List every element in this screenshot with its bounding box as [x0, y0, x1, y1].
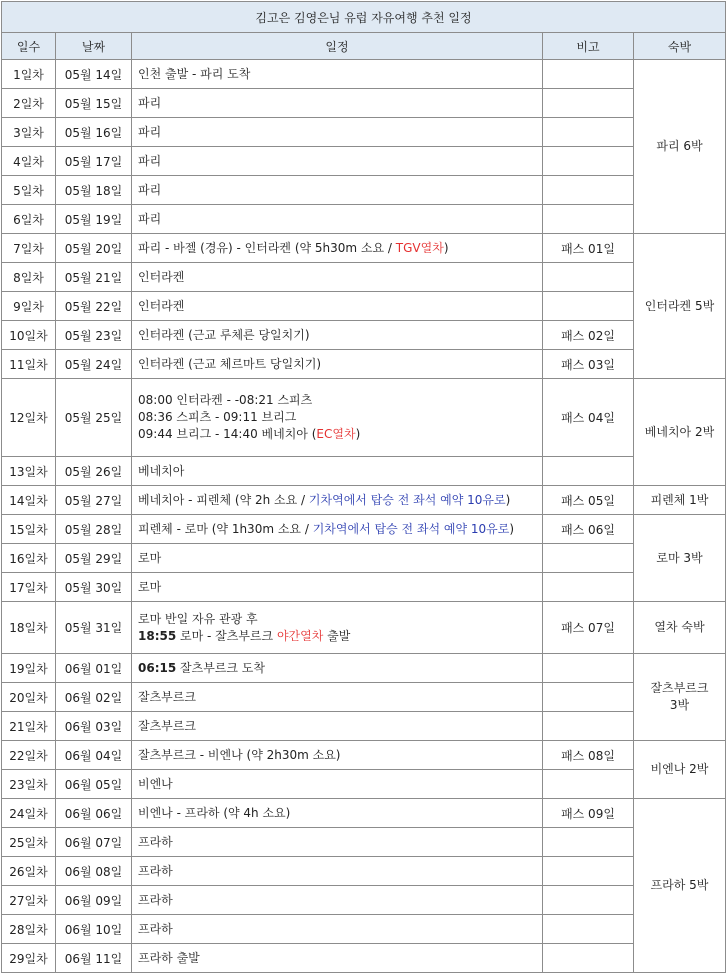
- note-cell: 패스 02일: [543, 321, 634, 350]
- header-schedule: 일정: [132, 33, 543, 60]
- schedule-text: 비엔나 - 프라하 (약 4h 소요): [138, 805, 291, 820]
- schedule-cell: [132, 712, 543, 741]
- stay-text: 로마 3박: [656, 550, 703, 565]
- note-cell: [543, 89, 634, 118]
- schedule-text: ): [355, 427, 361, 441]
- table-row: [2, 350, 726, 379]
- schedule-text: 프라하: [138, 834, 173, 849]
- schedule-text: 잘츠부르크: [138, 689, 196, 704]
- note-cell: [543, 147, 634, 176]
- stay-text: 비엔나 2박: [650, 762, 709, 776]
- schedule-text: 프라하 출발: [138, 950, 200, 965]
- schedule-line: [138, 463, 536, 480]
- schedule-line: [138, 95, 536, 112]
- note-cell: [543, 828, 634, 857]
- itinerary-body: [2, 60, 726, 973]
- schedule-line: [138, 747, 536, 764]
- date-cell: 05월 20일: [56, 234, 132, 263]
- schedule-cell: [132, 544, 543, 573]
- date-cell: 05월 23일: [56, 321, 132, 350]
- schedule-cell: [132, 654, 543, 683]
- schedule-text: 파리: [138, 124, 162, 139]
- schedule-text: 로마: [138, 579, 162, 594]
- schedule-line: [138, 327, 536, 344]
- date-cell: 06월 05일: [56, 770, 132, 799]
- day-cell: 16일차: [2, 544, 56, 573]
- table-row: [2, 176, 726, 205]
- day-cell: 27일차: [2, 886, 56, 915]
- note-cell: 패스 01일: [543, 234, 634, 263]
- table-row: [2, 379, 726, 457]
- day-cell: 23일차: [2, 770, 56, 799]
- day-cell: 2일차: [2, 89, 56, 118]
- schedule-text: 로마: [138, 550, 162, 565]
- day-cell: 9일차: [2, 292, 56, 321]
- date-cell: 06월 01일: [56, 654, 132, 683]
- schedule-cell: [132, 263, 543, 292]
- date-cell: 05월 31일: [56, 602, 132, 654]
- schedule-line: [138, 718, 536, 735]
- table-row: [2, 654, 726, 683]
- date-cell: 06월 10일: [56, 915, 132, 944]
- schedule-cell: [132, 147, 543, 176]
- schedule-line: [138, 550, 536, 567]
- note-cell: [543, 770, 634, 799]
- table-row: [2, 712, 726, 741]
- schedule-text: 파리: [138, 153, 162, 168]
- date-cell: 05월 15일: [56, 89, 132, 118]
- schedule-line: [138, 950, 536, 967]
- schedule-line: [138, 153, 536, 170]
- note-cell: 패스 08일: [543, 741, 634, 770]
- table-row: [2, 573, 726, 602]
- day-cell: 5일차: [2, 176, 56, 205]
- schedule-text: 파리: [138, 95, 162, 110]
- date-cell: 05월 18일: [56, 176, 132, 205]
- schedule-cell: [132, 770, 543, 799]
- table-row: [2, 60, 726, 89]
- date-cell: 05월 17일: [56, 147, 132, 176]
- stay-cell: [634, 741, 726, 799]
- day-cell: 22일차: [2, 741, 56, 770]
- day-cell: 14일차: [2, 486, 56, 515]
- header-stay: 숙박: [634, 33, 726, 60]
- schedule-line: [138, 863, 536, 880]
- note-cell: 패스 04일: [543, 379, 634, 457]
- header-date: 날짜: [56, 33, 132, 60]
- note-cell: [543, 886, 634, 915]
- note-cell: [543, 857, 634, 886]
- header-row: [2, 33, 726, 60]
- note-cell: 패스 06일: [543, 515, 634, 544]
- schedule-line: [138, 66, 536, 83]
- note-cell: [543, 573, 634, 602]
- day-cell: 6일차: [2, 205, 56, 234]
- schedule-line: [138, 834, 536, 851]
- stay-text: 3박: [669, 698, 690, 712]
- day-cell: 29일차: [2, 944, 56, 973]
- day-cell: 28일차: [2, 915, 56, 944]
- schedule-text: 파리 - 바젤 (경유) - 인터라켄 (약 5h30m 소요 /: [138, 240, 396, 255]
- schedule-cell: [132, 573, 543, 602]
- schedule-text: 로마 - 잘츠부르크: [176, 628, 277, 643]
- stay-cell: [634, 486, 726, 515]
- note-cell: [543, 457, 634, 486]
- schedule-text: 로마 반일 자유 관광 후: [138, 611, 258, 626]
- date-cell: 06월 08일: [56, 857, 132, 886]
- itinerary-table: [1, 1, 726, 973]
- day-cell: 18일차: [2, 602, 56, 654]
- schedule-line: [138, 409, 536, 426]
- schedule-cell: [132, 292, 543, 321]
- day-cell: 20일차: [2, 683, 56, 712]
- schedule-cell: [132, 89, 543, 118]
- schedule-line: [138, 660, 536, 677]
- day-cell: 12일차: [2, 379, 56, 457]
- schedule-text: 프라하: [138, 863, 173, 878]
- stay-cell: [634, 515, 726, 602]
- stay-cell: [634, 379, 726, 486]
- table-row: [2, 799, 726, 828]
- date-cell: 05월 24일: [56, 350, 132, 379]
- day-cell: 1일차: [2, 60, 56, 89]
- schedule-text: 잘츠부르크 - 비엔나 (약 2h30m 소요): [138, 747, 341, 762]
- train-type-text: TGV열차: [395, 240, 444, 255]
- day-cell: 3일차: [2, 118, 56, 147]
- schedule-line: [138, 521, 536, 538]
- stay-cell: [634, 654, 726, 741]
- note-cell: [543, 915, 634, 944]
- schedule-line: [138, 426, 536, 443]
- day-cell: 19일차: [2, 654, 56, 683]
- note-cell: [543, 263, 634, 292]
- day-cell: 25일차: [2, 828, 56, 857]
- train-type-text: EC열차: [316, 427, 356, 441]
- date-cell: 05월 22일: [56, 292, 132, 321]
- table-row: [2, 857, 726, 886]
- stay-text: 열차 숙박: [654, 620, 705, 634]
- schedule-cell: [132, 379, 543, 457]
- note-cell: [543, 292, 634, 321]
- table-row: [2, 515, 726, 544]
- schedule-text: 06:15: [138, 660, 177, 675]
- date-cell: 06월 06일: [56, 799, 132, 828]
- schedule-cell: [132, 741, 543, 770]
- table-row: [2, 886, 726, 915]
- schedule-line: [138, 689, 536, 706]
- stay-cell: [634, 60, 726, 234]
- schedule-text: 인천 출발 - 파리 도착: [138, 66, 251, 81]
- schedule-cell: [132, 799, 543, 828]
- schedule-text: 09:44 브리그 - 14:40 베네치아 (: [138, 427, 317, 441]
- date-cell: 06월 07일: [56, 828, 132, 857]
- date-cell: 06월 09일: [56, 886, 132, 915]
- note-cell: [543, 205, 634, 234]
- schedule-text: 잘츠부르크 도착: [176, 660, 265, 675]
- day-cell: 24일차: [2, 799, 56, 828]
- table-row: [2, 118, 726, 147]
- schedule-text: 08:36 스피츠 - 09:11 브리그: [138, 410, 297, 424]
- schedule-line: [138, 269, 536, 286]
- schedule-line: [138, 579, 536, 596]
- schedule-text: 베네치아: [138, 463, 185, 478]
- table-row: [2, 602, 726, 654]
- table-row: [2, 234, 726, 263]
- schedule-text: 파리: [138, 211, 162, 226]
- schedule-cell: [132, 828, 543, 857]
- schedule-line: [138, 611, 536, 628]
- date-cell: 06월 03일: [56, 712, 132, 741]
- day-cell: 13일차: [2, 457, 56, 486]
- stay-cell: [634, 234, 726, 379]
- table-row: [2, 89, 726, 118]
- schedule-line: [138, 298, 536, 315]
- note-cell: 패스 09일: [543, 799, 634, 828]
- table-row: [2, 292, 726, 321]
- date-cell: 05월 26일: [56, 457, 132, 486]
- schedule-cell: [132, 176, 543, 205]
- date-cell: 05월 27일: [56, 486, 132, 515]
- header-day: 일수: [2, 33, 56, 60]
- schedule-line: [138, 492, 536, 509]
- stay-text: 잘츠부르크: [650, 681, 709, 695]
- day-cell: 8일차: [2, 263, 56, 292]
- table-row: [2, 741, 726, 770]
- schedule-text: ): [443, 240, 449, 255]
- schedule-text: 파리: [138, 182, 162, 197]
- schedule-cell: [132, 683, 543, 712]
- schedule-text: 프라하: [138, 892, 173, 907]
- date-cell: 06월 02일: [56, 683, 132, 712]
- date-cell: 05월 14일: [56, 60, 132, 89]
- header-note: 비고: [543, 33, 634, 60]
- schedule-line: [138, 356, 536, 373]
- day-cell: 15일차: [2, 515, 56, 544]
- table-title: 김고은 김영은님 유럽 자유여행 추천 일정: [2, 2, 726, 33]
- note-cell: [543, 683, 634, 712]
- day-cell: 26일차: [2, 857, 56, 886]
- schedule-line: [138, 392, 536, 409]
- schedule-text: 잘츠부르크: [138, 718, 196, 733]
- schedule-text: 08:00 인터라켄 - -08:21 스피츠: [138, 393, 313, 407]
- date-cell: 05월 21일: [56, 263, 132, 292]
- schedule-text: 피렌체 - 로마 (약 1h30m 소요 /: [138, 521, 313, 536]
- schedule-cell: [132, 205, 543, 234]
- schedule-cell: [132, 234, 543, 263]
- schedule-line: [138, 211, 536, 228]
- stay-text: 베네치아 2박: [644, 424, 715, 439]
- schedule-cell: [132, 944, 543, 973]
- note-cell: [543, 944, 634, 973]
- schedule-cell: [132, 350, 543, 379]
- stay-cell: [634, 602, 726, 654]
- date-cell: 06월 11일: [56, 944, 132, 973]
- schedule-line: [138, 182, 536, 199]
- table-row: [2, 683, 726, 712]
- date-cell: 05월 28일: [56, 515, 132, 544]
- schedule-cell: [132, 321, 543, 350]
- note-cell: [543, 654, 634, 683]
- schedule-line: [138, 240, 536, 257]
- schedule-cell: [132, 60, 543, 89]
- schedule-cell: [132, 886, 543, 915]
- table-row: [2, 544, 726, 573]
- date-cell: 06월 04일: [56, 741, 132, 770]
- stay-text: 파리 6박: [656, 139, 703, 153]
- table-row: [2, 770, 726, 799]
- note-cell: [543, 712, 634, 741]
- day-cell: 4일차: [2, 147, 56, 176]
- table-row: [2, 944, 726, 973]
- table-row: [2, 263, 726, 292]
- date-cell: 05월 19일: [56, 205, 132, 234]
- schedule-line: [138, 921, 536, 938]
- table-row: [2, 321, 726, 350]
- note-cell: 패스 03일: [543, 350, 634, 379]
- schedule-text: 프라하: [138, 921, 173, 936]
- schedule-text: 인터라켄: [138, 298, 185, 313]
- table-row: [2, 486, 726, 515]
- schedule-cell: [132, 602, 543, 654]
- schedule-cell: [132, 486, 543, 515]
- schedule-text: 인터라켄: [138, 269, 185, 284]
- day-cell: 17일차: [2, 573, 56, 602]
- schedule-line: [138, 892, 536, 909]
- day-cell: 11일차: [2, 350, 56, 379]
- stay-text: 인터라켄 5박: [644, 298, 715, 313]
- reservation-note-text: 기차역에서 탑승 전 좌석 예약 10유로: [312, 521, 510, 536]
- note-cell: [543, 118, 634, 147]
- stay-text: 프라하 5박: [650, 878, 709, 892]
- note-cell: [543, 544, 634, 573]
- schedule-text: 베네치아 - 피렌체 (약 2h 소요 /: [138, 492, 309, 507]
- schedule-text: 비엔나: [138, 776, 173, 791]
- schedule-line: [138, 124, 536, 141]
- schedule-cell: [132, 457, 543, 486]
- train-type-text: 야간열차: [276, 628, 324, 643]
- schedule-cell: [132, 118, 543, 147]
- date-cell: 05월 30일: [56, 573, 132, 602]
- reservation-note-text: 기차역에서 탑승 전 좌석 예약 10유로: [308, 492, 506, 507]
- date-cell: 05월 29일: [56, 544, 132, 573]
- table-row: [2, 457, 726, 486]
- schedule-text: 인터라켄 (근교 루체른 당일치기): [138, 327, 310, 342]
- schedule-cell: [132, 915, 543, 944]
- stay-text: 피렌체 1박: [650, 492, 709, 507]
- date-cell: 05월 25일: [56, 379, 132, 457]
- table-row: [2, 205, 726, 234]
- table-row: [2, 828, 726, 857]
- note-cell: [543, 60, 634, 89]
- schedule-text: 18:55: [138, 628, 177, 643]
- schedule-line: [138, 776, 536, 793]
- note-cell: 패스 07일: [543, 602, 634, 654]
- schedule-cell: [132, 857, 543, 886]
- schedule-line: [138, 805, 536, 822]
- day-cell: 7일차: [2, 234, 56, 263]
- day-cell: 21일차: [2, 712, 56, 741]
- schedule-text: ): [509, 521, 515, 536]
- schedule-text: 출발: [323, 628, 351, 643]
- table-row: [2, 915, 726, 944]
- schedule-text: 인터라켄 (근교 체르마트 당일치기): [138, 356, 322, 371]
- schedule-line: [138, 628, 536, 645]
- note-cell: 패스 05일: [543, 486, 634, 515]
- date-cell: 05월 16일: [56, 118, 132, 147]
- stay-cell: [634, 799, 726, 973]
- note-cell: [543, 176, 634, 205]
- table-row: [2, 147, 726, 176]
- schedule-cell: [132, 515, 543, 544]
- schedule-text: ): [505, 492, 511, 507]
- day-cell: 10일차: [2, 321, 56, 350]
